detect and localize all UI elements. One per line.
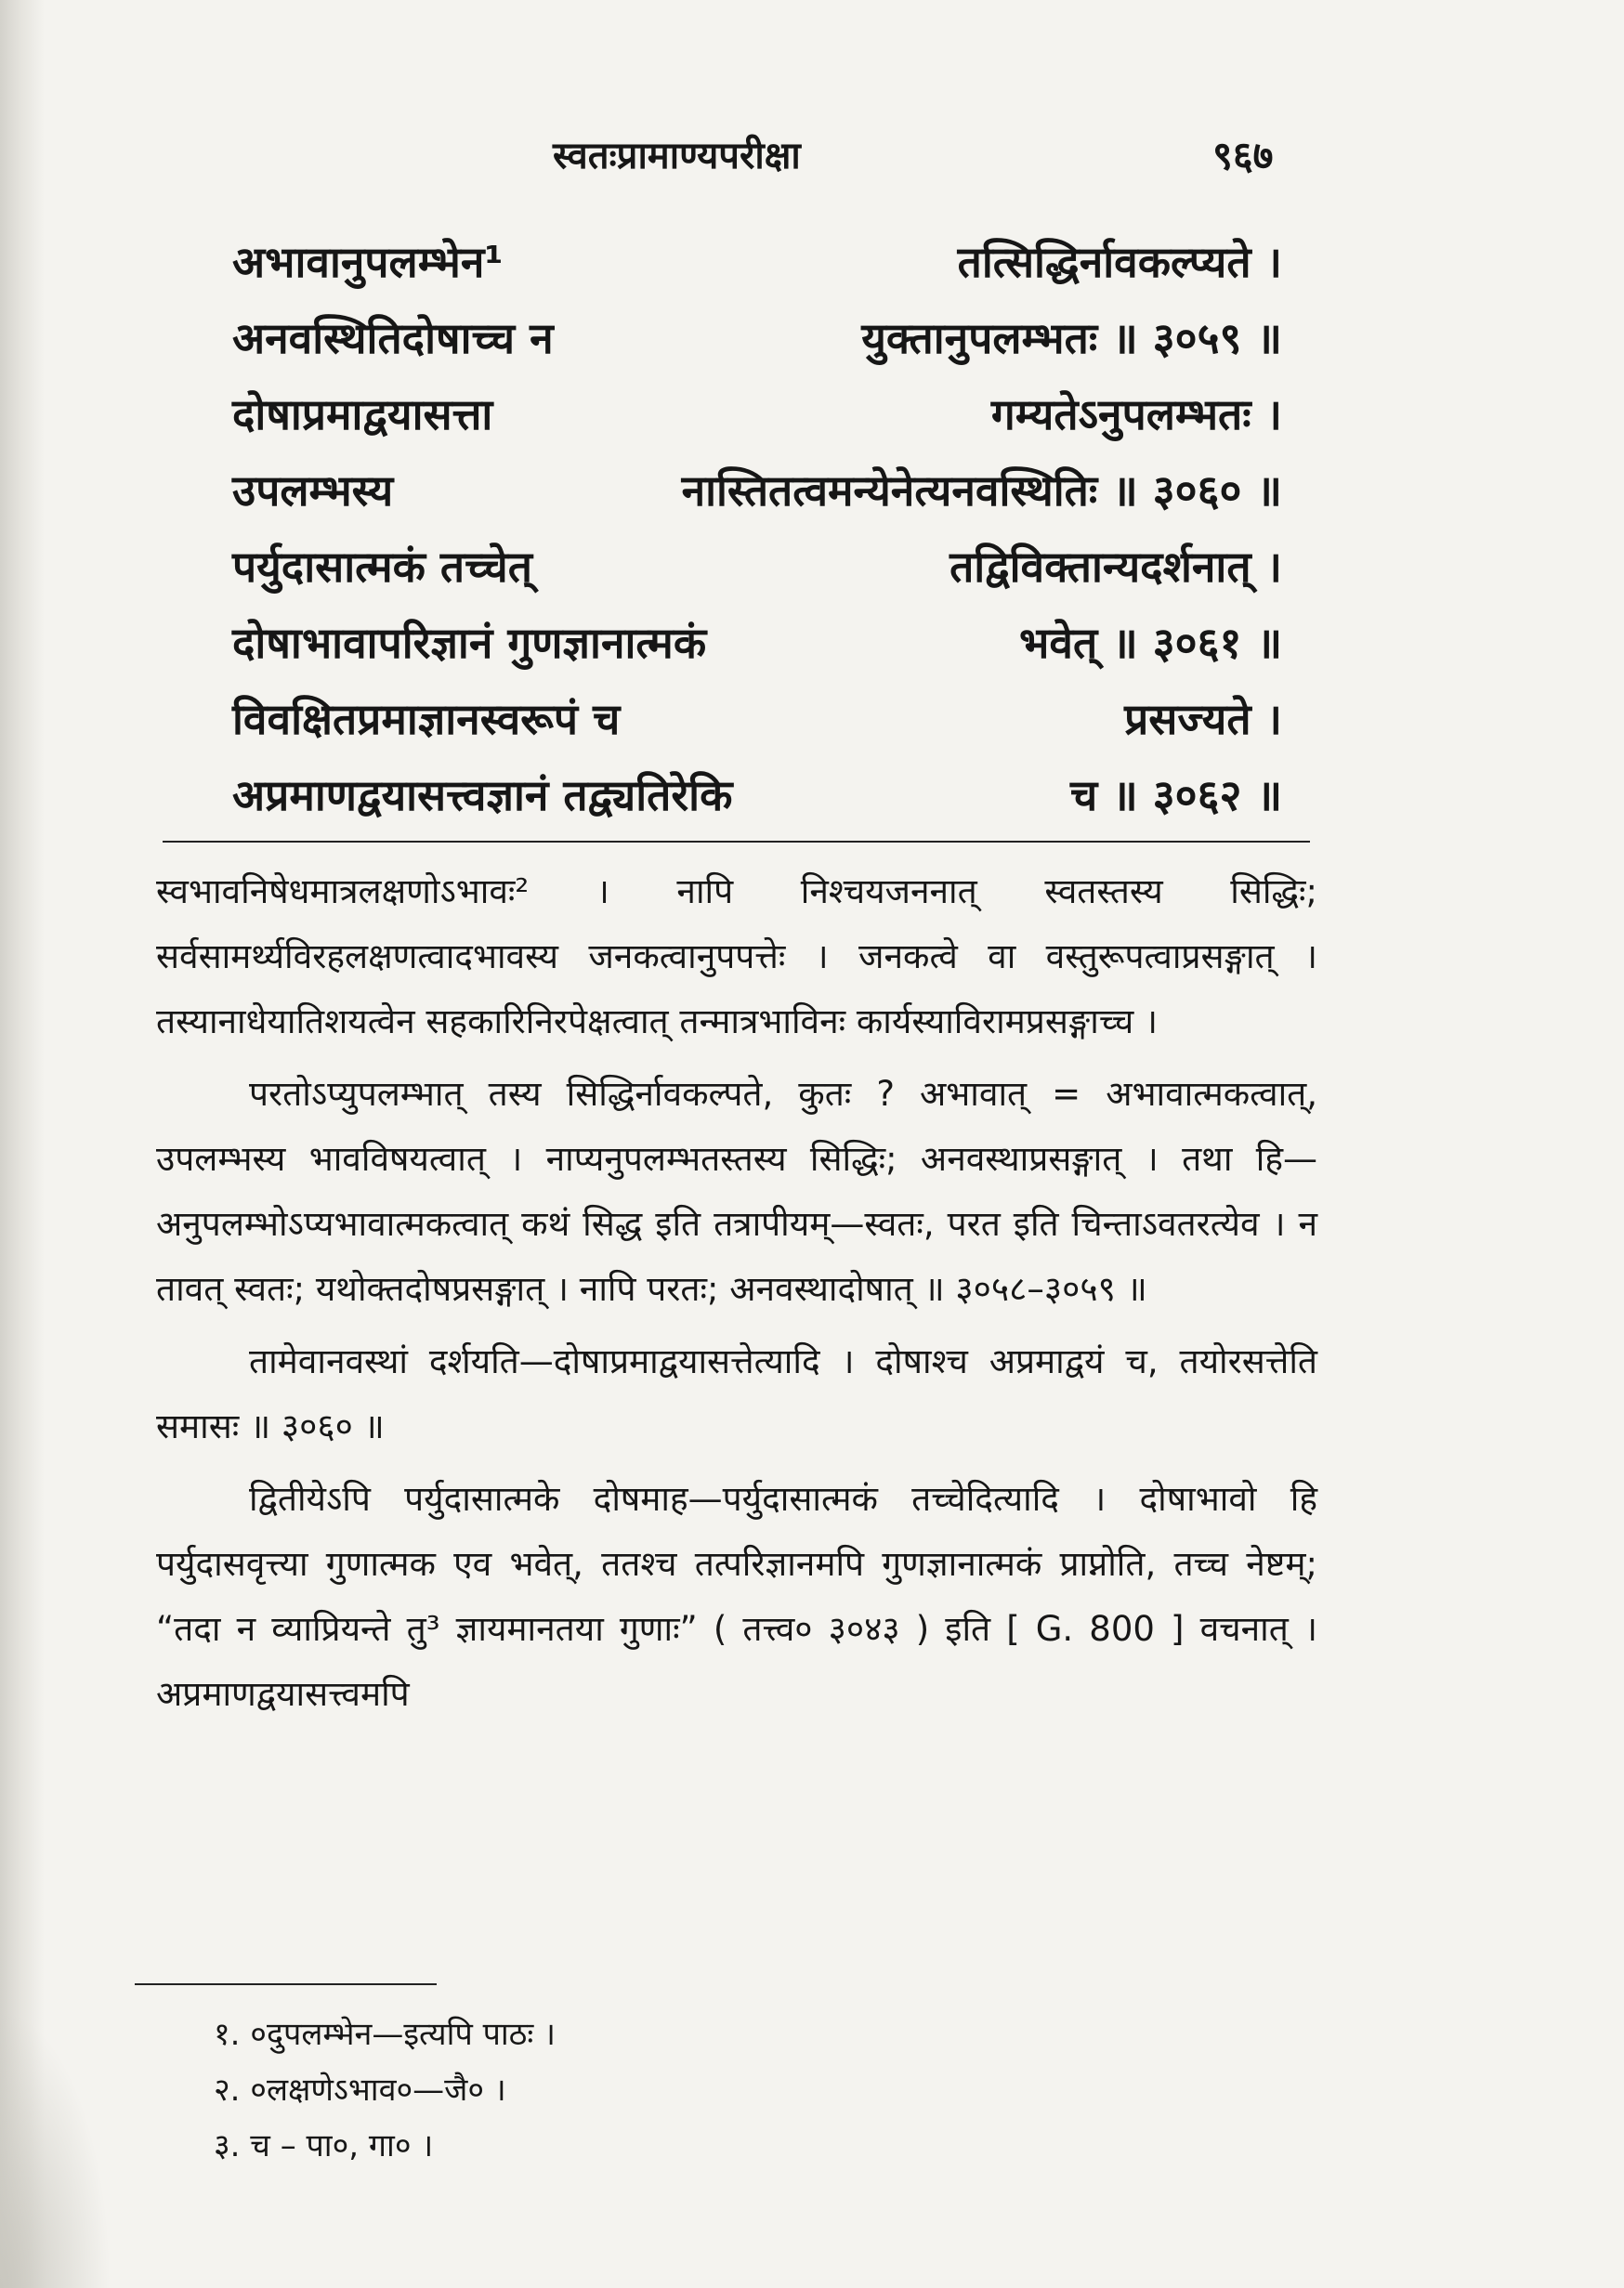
verse-first-half: अप्रमाणद्वयासत्त्वज्ञानं तद्व्यतिरेकि (232, 770, 733, 820)
verse-second-half: युक्तानुपलम्भतः ॥ ३०५९ ॥ (861, 313, 1282, 363)
verse-first-half: दोषाप्रमाद्वयासत्ता (232, 389, 493, 439)
verse-first-half: अभावानुपलम्भेन¹ (232, 237, 504, 287)
section-divider (163, 841, 1310, 843)
scan-corner-shadow (0, 2009, 111, 2288)
verse-line (232, 689, 1282, 765)
verse-second-half: गम्यतेऽनुपलम्भतः । (990, 389, 1282, 439)
verse-line (232, 765, 1282, 842)
verse-first-half: विवक्षितप्रमाज्ञानस्वरूपं च (232, 694, 621, 744)
commentary-paragraph: द्वितीयेऽपि पर्युदासात्मके दोषमाह—पर्युदासात्मकं तच्चेदित्यादि । दोषाभावो हि पर्युदासवृत्त्या गुणात्मक एव भवेत्, ततश्च तत्परिज्ञानमपि गुणज्ञानात्मकं प्राप्नोति, तच्च नेष्टम्; “तदा न व्याप्रियन्ते तु³ ज्ञायमानतया गुणाः” ( तत्त्व० ३०४३ ) इति [ G. 800 ] वचनात् । अप्रमाणद्वयासत्त्वमपि (156, 1479, 1317, 1714)
verse-second-half: नास्तितत्वमन्येनेत्यनवस्थितिः ॥ ३०६० ॥ (681, 465, 1282, 516)
footnote-divider (135, 1983, 437, 1985)
verse-second-half: भवेत् ॥ ३०६१ ॥ (1019, 618, 1282, 668)
commentary-paragraph: स्वभावनिषेधमात्रलक्षणोऽभावः² । नापि निश्चयजननात् स्वतस्तस्य सिद्धिः; सर्वसामर्थ्यविरहलक्षणत्वादभावस्य जनकत्वानुपपत्तेः । जनकत्वे वा वस्तुरूपत्वाप्रसङ्गात् । तस्यानाधेयातिशयत्वेन सहकारिनिरपेक्षत्वात् तन्मात्रभाविनः कार्यस्याविरामप्रसङ्गाच्च । (156, 871, 1317, 1041)
verse-first-half: दोषाभावापरिज्ञानं गुणज्ञानात्मकं (232, 618, 707, 668)
verse-line (232, 308, 1282, 385)
footnote: ३. च – पा०, गा० । (214, 2127, 434, 2164)
verse-line (232, 385, 1282, 461)
commentary-paragraph: तामेवानवस्थां दर्शयति—दोषाप्रमाद्वयासत्तेत्यादि । दोषाश्च अप्रमाद्वयं च, तयोरसत्तेति समासः ॥ ३०६० ॥ (156, 1341, 1317, 1446)
footnote: १. ०दुपलम्भेन—इत्यपि पाठः । (214, 2016, 556, 2053)
verse-line (232, 232, 1282, 308)
verse-first-half: उपलम्भस्य (232, 465, 394, 516)
page-header (0, 128, 1624, 184)
running-title: स्वतःप्रामाण्यपरीक्षा (553, 135, 801, 177)
verse-line (232, 613, 1282, 689)
verse-first-half: अनवस्थितिदोषाच्च न (232, 313, 554, 363)
footnote: २. ०लक्षणेऽभाव०—जै० । (214, 2072, 506, 2109)
verse-second-half: तत्सिद्धिर्नावकल्प्यते । (957, 237, 1282, 287)
commentary-block (156, 859, 1317, 1727)
commentary-paragraph: परतोऽप्युपलम्भात् तस्य सिद्धिर्नावकल्पते, कुतः ? अभावात् = अभावात्मकत्वात्, उपलम्भस्य भावविषयत्वात् । नाप्यनुपलम्भतस्तस्य सिद्धिः; अनवस्थाप्रसङ्गात् । तथा हि—अनुपलम्भोऽप्यभावात्मकत्वात् कथं सिद्ध इति तत्रापीयम्—स्वतः, परत इति चिन्ताऽवतरत्येव । न तावत् स्वतः; यथोक्तदोषप्रसङ्गात् । नापि परतः; अनवस्थादोषात् ॥ ३०५८–३०५९ ॥ (156, 1074, 1317, 1309)
verse-second-half: तद्विविक्तान्यदर्शनात् । (950, 542, 1282, 592)
scan-edge-shadow (0, 0, 45, 2288)
page-number: ९६७ (1212, 133, 1274, 178)
verse-line (232, 461, 1282, 537)
verse-block (232, 232, 1282, 842)
footnotes (214, 2007, 556, 2174)
verse-second-half: च ॥ ३०६२ ॥ (1069, 770, 1282, 820)
verse-second-half: प्रसज्यते । (1124, 694, 1282, 744)
verse-first-half: पर्युदासात्मकं तच्चेत् (232, 542, 532, 592)
verse-line (232, 537, 1282, 613)
